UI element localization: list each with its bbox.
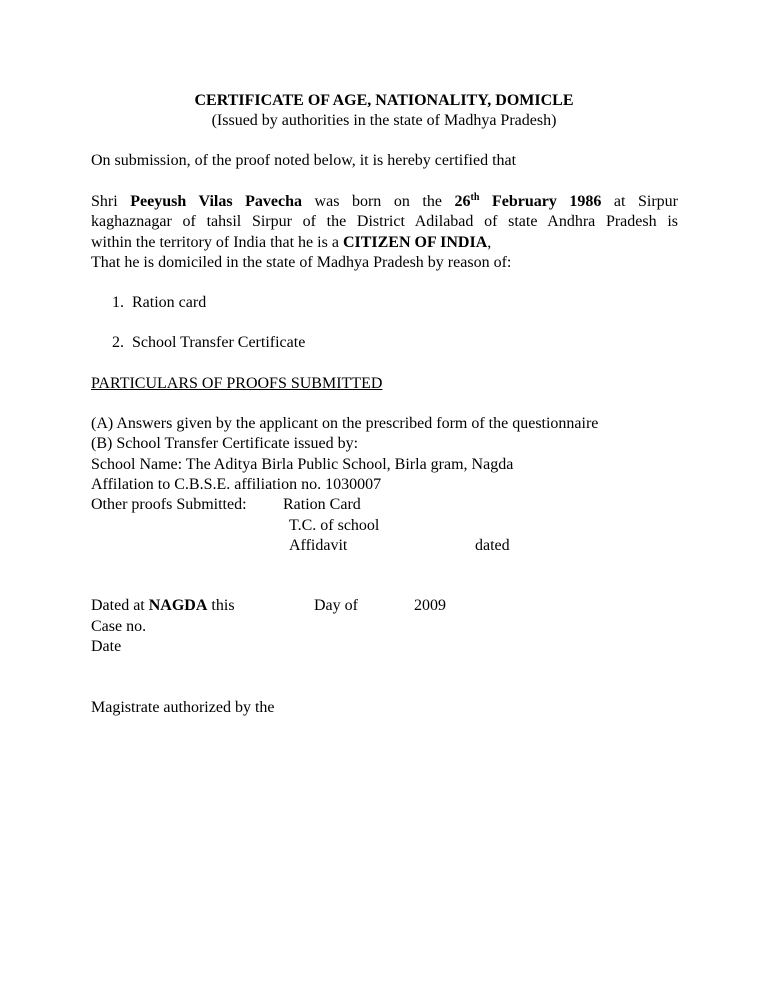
reason-item-2: 2. School Transfer Certificate — [112, 334, 306, 351]
intro-text: On submission, of the proof noted below, it is hereby certified that — [91, 152, 517, 169]
school-name: School Name: The Aditya Birla Public School, Birla gram, Nagda — [91, 456, 514, 473]
document-subtitle: (Issued by authorities in the state of Madhya Pradesh) — [211, 112, 557, 129]
para-line-1: Shri Peeyush Vilas Pavecha was born on the 26th February 1986 at Sirpur — [91, 192, 678, 210]
dated-at-line: Dated at NAGDA this — [91, 597, 235, 614]
person-name: Peeyush Vilas Pavecha — [130, 193, 302, 210]
particular-b: (B) School Transfer Certificate issued by: — [91, 435, 359, 452]
affiliation-no: Affilation to C.B.S.E. affiliation no. 1030007 — [91, 476, 382, 493]
magistrate-line: Magistrate authorized by the — [91, 699, 275, 716]
dated-label: dated — [475, 537, 510, 554]
year-value: 2009 — [414, 597, 446, 614]
dated-place: NAGDA — [148, 597, 208, 614]
birth-day: 26 — [454, 193, 471, 210]
reason-item-1: 1. Ration card — [112, 294, 207, 311]
other-proof-2: T.C. of school — [289, 517, 380, 534]
other-proofs-label: Other proofs Submitted: — [91, 496, 247, 513]
date-label: Date — [91, 638, 122, 655]
particulars-heading: PARTICULARS OF PROOFS SUBMITTED — [91, 375, 383, 392]
case-no-label: Case no. — [91, 618, 147, 635]
birth-day-suffix: th — [470, 192, 480, 203]
citizenship: CITIZEN OF INDIA — [342, 234, 488, 251]
para-line-2: kaghaznagar of tahsil Sirpur of the District Adilabad of state Andhra Pradesh is — [91, 213, 678, 230]
particular-a: (A) Answers given by the applicant on the prescribed form of the questionnaire — [91, 415, 599, 432]
birth-month-year: February 1986 — [479, 193, 602, 210]
other-proof-3: Affidavit — [289, 537, 348, 554]
para-line-3: within the territory of India that he is a CITIZEN OF INDIA, — [91, 234, 492, 251]
day-of-label: Day of — [314, 597, 358, 614]
other-proof-1: Ration Card — [283, 496, 361, 513]
document-title: CERTIFICATE OF AGE, NATIONALITY, DOMICLE — [194, 92, 574, 109]
para-line-4: That he is domiciled in the state of Madhya Pradesh by reason of: — [91, 254, 512, 271]
